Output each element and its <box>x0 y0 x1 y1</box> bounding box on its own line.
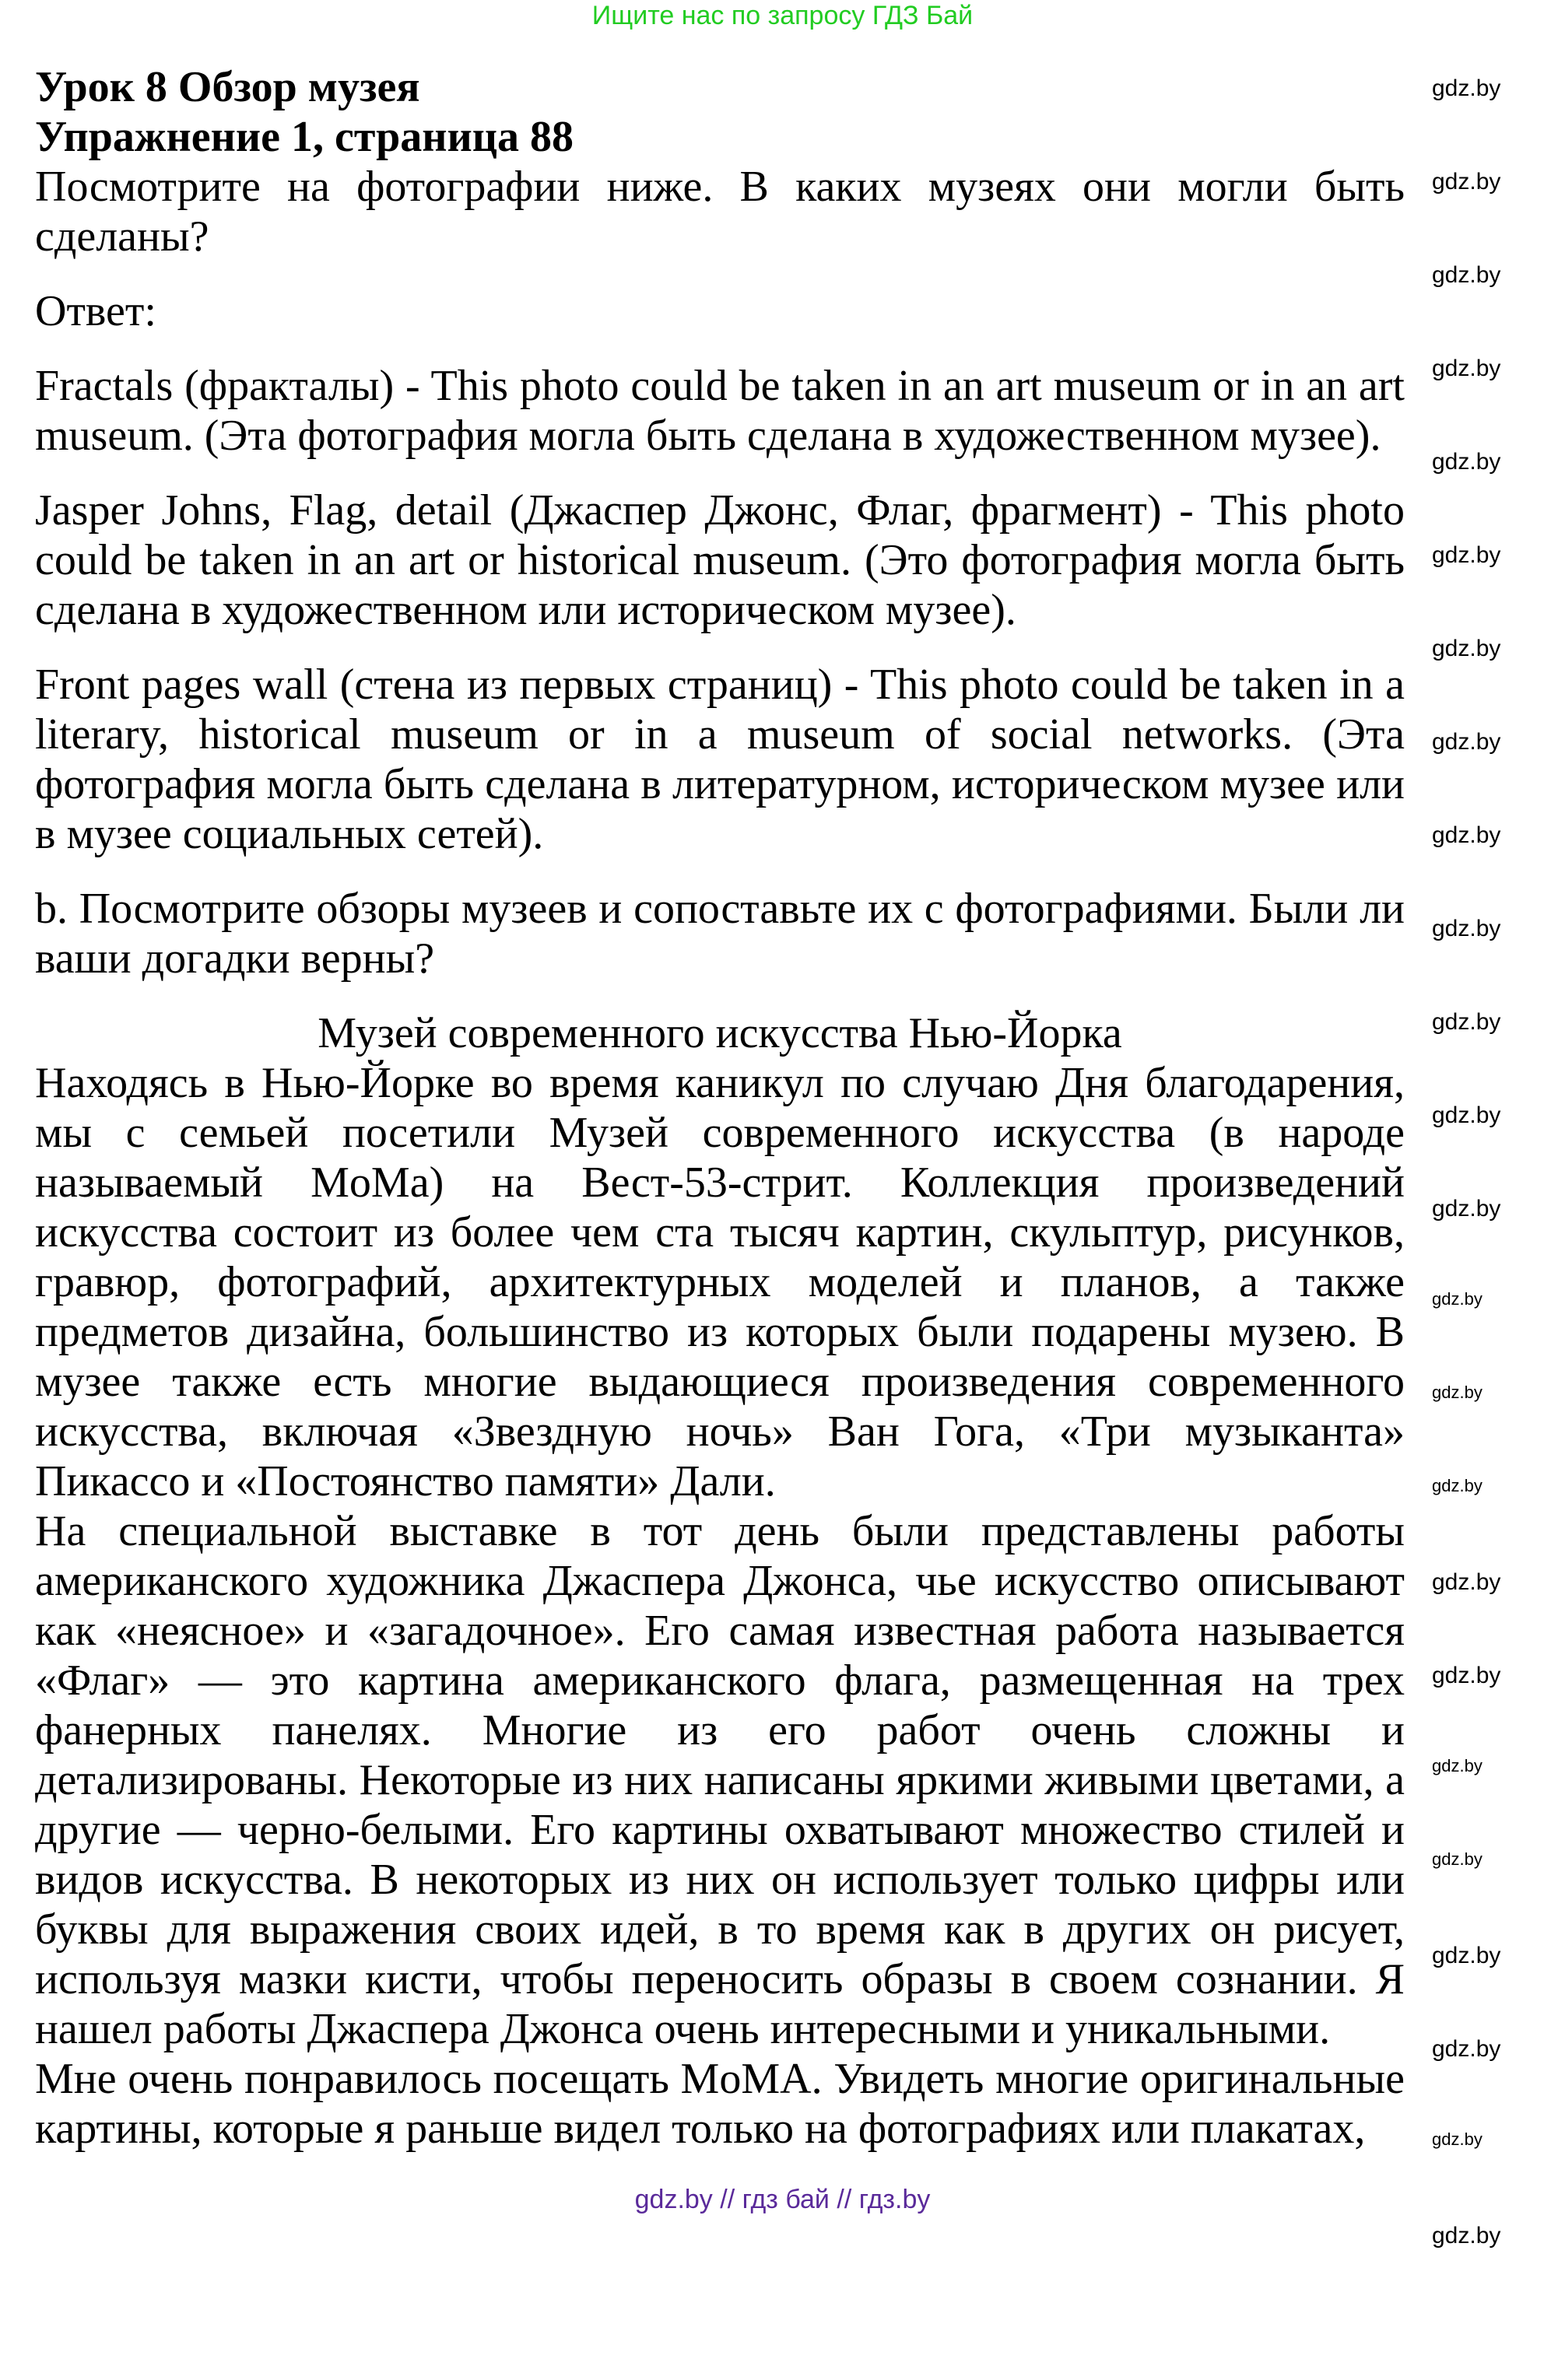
answer-flag: Jasper Johns, Flag, detail (Джаспер Джонс, Флаг, фрагмент) - This photo could be taken in an art or historical museum. (Это фотография могла быть сделана в художественном или историческом музее). <box>35 486 1405 634</box>
watermark: gdz.by <box>1432 1569 1501 1595</box>
document-body <box>35 62 1405 2154</box>
exercise-title: Упражнение 1, страница 88 <box>35 113 574 161</box>
review-paragraph: На специальной выставке в тот день были представлены работы американского художника Джаспера Джонса, чье искусство описывают как «неясное» и «загадочное». Его самая известная работа называется «Флаг» — это картина американского флага, размещенная на трех фанерных панелях. Многие из его работ очень сложны и детализированы. Некоторые из них написаны яркими живыми цветами, а другие — черно-белыми. Его картины охватывают множество стилей и видов искусства. В некоторых из них он использует только цифры или буквы для выражения своих идей, в то время как в других он рисует, используя мазки кисти, чтобы переносить образы в своем сознании. Я нашел работы Джаспера Джонса очень интересными и уникальными. <box>35 1507 1405 2053</box>
watermark: gdz.by <box>1432 1476 1483 1495</box>
watermark: gdz.by <box>1432 1663 1501 1688</box>
review-paragraph: Находясь в Нью-Йорке во время каникул по случаю Дня благодарения, мы с семьей посетили Музей современного искусства (в народе называемый MoMa) на Вест-53-стрит. Коллекция произведений искусства состоит из более чем ста тысяч картин, скульптур, рисунков, гравюр, фотографий, архитектурных моделей и планов, а также предметов дизайна, большинство из которых были подарены музею. В музее также есть многие выдающиеся произведения современного искусства, включая «Звездную ночь» Ван Гога, «Три музыканта» Пикассо и «Постоянство памяти» Дали. <box>35 1059 1405 1505</box>
watermark: gdz.by <box>1432 75 1501 101</box>
answer-fractals: Fractals (фракталы) - This photo could be taken in an art museum or in an art museum. (Эта фотография могла быть сделана в художественном музее). <box>35 362 1405 460</box>
watermark: gdz.by <box>1432 822 1501 848</box>
lesson-title: Урок 8 Обзор музея <box>35 63 420 111</box>
watermark: gdz.by <box>1432 1943 1501 1968</box>
search-banner[interactable]: Ищите нас по запросу ГДЗ Бай <box>591 1 974 30</box>
watermark: gdz.by <box>1432 1196 1501 1222</box>
watermark: gdz.by <box>1432 1756 1483 1775</box>
watermark: gdz.by <box>1432 1383 1483 1402</box>
review-title: Музей современного искусства Нью-Йорка <box>318 1009 1122 1057</box>
task-b: b. Посмотрите обзоры музеев и сопоставьте их с фотографиями. Были ли ваши догадки верны? <box>35 885 1405 983</box>
watermark: gdz.by <box>1432 1289 1483 1309</box>
watermark: gdz.by <box>1432 636 1501 661</box>
watermark: gdz.by <box>1432 449 1501 475</box>
review-paragraph: Мне очень понравилось посещать MoMA. Увидеть многие оригинальные картины, которые я раньше видел только на фотографиях или плакатах, <box>35 2055 1405 2153</box>
watermark: gdz.by <box>1432 262 1501 288</box>
watermark: gdz.by <box>1432 1009 1501 1035</box>
footer-links[interactable]: gdz.by // гдз бай // гдз.by <box>634 2185 931 2214</box>
watermark: gdz.by <box>1432 1102 1501 1128</box>
watermark: gdz.by <box>1432 542 1501 568</box>
watermark: gdz.by <box>1432 1849 1483 1869</box>
watermark: gdz.by <box>1432 169 1501 195</box>
watermark: gdz.by <box>1432 2129 1483 2149</box>
answer-label: Ответ: <box>35 287 156 335</box>
watermark: gdz.by <box>1432 2223 1501 2249</box>
watermark: gdz.by <box>1432 916 1501 941</box>
watermark: gdz.by <box>1432 356 1501 381</box>
answer-front-pages: Front pages wall (стена из первых страниц) - This photo could be taken in a literary, historical museum or in a museum of social networks. (Эта фотография могла быть сделана в литературном, историческом музее или в музее социальных сетей). <box>35 661 1405 858</box>
watermark: gdz.by <box>1432 729 1501 755</box>
question: Посмотрите на фотографии ниже. В каких музеях они могли быть сделаны? <box>35 163 1405 261</box>
watermark: gdz.by <box>1432 2036 1501 2062</box>
